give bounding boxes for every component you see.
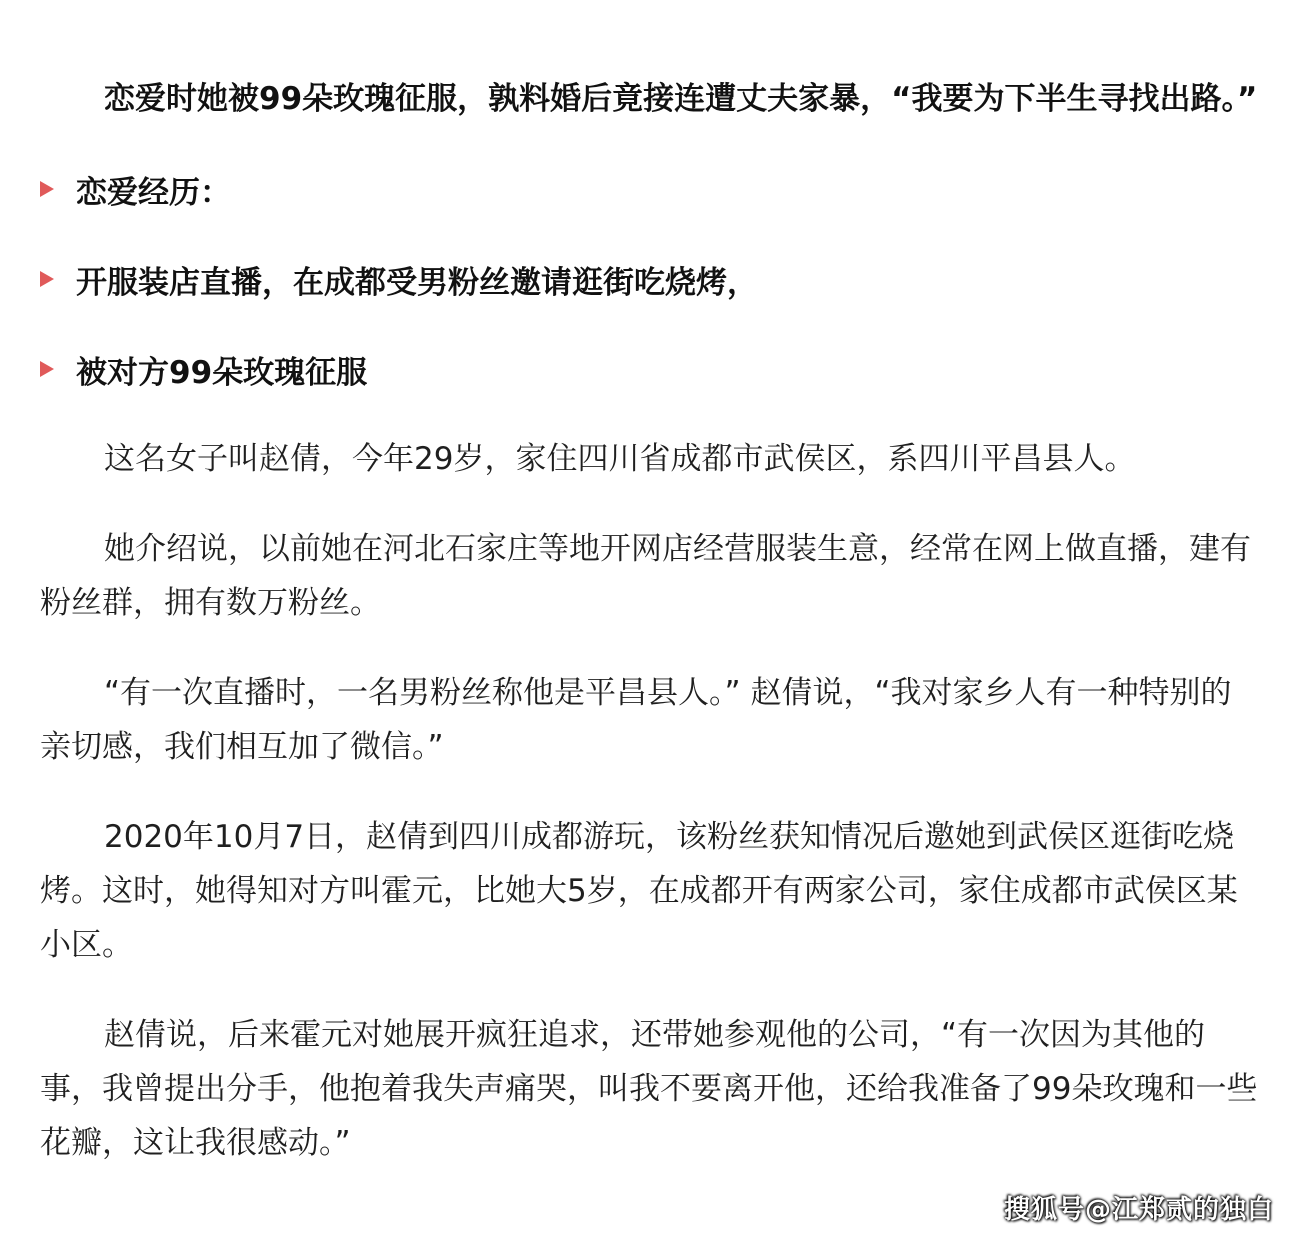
bullet-text: 恋爱经历： [76, 174, 231, 211]
bullet-livestream [40, 252, 1260, 306]
article-headline: 恋爱时她被99朵玫瑰征服，孰料婚后竟接连遭丈夫家暴，“我要为下半生寻找出路。” [104, 81, 1258, 117]
triangle-bullet-icon [40, 361, 54, 377]
bullet-love-experience [40, 162, 1260, 216]
paragraph-pursuit: 赵倩说，后来霍元对她展开疯狂追求，还带她参观他的公司，“有一次因为其他的事，我曾提出分手，他抱着我失声痛哭，叫我不要离开他，还给我准备了99朵玫瑰和一些花瓣，这让我很感动。” [40, 1017, 1258, 1161]
triangle-bullet-icon [40, 181, 54, 197]
bullet-roses [40, 342, 1260, 396]
bullet-text: 开服装店直播，在成都受男粉丝邀请逛街吃烧烤， [76, 264, 758, 301]
paragraph-intro: 这名女子叫赵倩，今年29岁，家住四川省成都市武侯区，系四川平昌县人。 [104, 441, 1136, 477]
paragraph-meeting: 2020年10月7日，赵倩到四川成都游玩，该粉丝获知情况后邀她到武侯区逛街吃烧烤。这时，她得知对方叫霍元，比她大5岁，在成都开有两家公司，家住成都市武侯区某小区。 [40, 819, 1238, 963]
watermark-text: 搜狐号@江郑贰的独白 [1003, 1195, 1274, 1225]
paragraph-business: 她介绍说，以前她在河北石家庄等地开网店经营服装生意，经常在网上做直播，建有粉丝群，拥有数万粉丝。 [40, 531, 1251, 621]
triangle-bullet-icon [40, 271, 54, 287]
paragraph-livestream: “有一次直播时，一名男粉丝称他是平昌县人。” 赵倩说，“我对家乡人有一种特别的亲切感，我们相互加了微信。” [40, 675, 1232, 765]
article-body [40, 72, 1260, 1170]
bullet-text: 被对方99朵玫瑰征服 [76, 354, 368, 391]
